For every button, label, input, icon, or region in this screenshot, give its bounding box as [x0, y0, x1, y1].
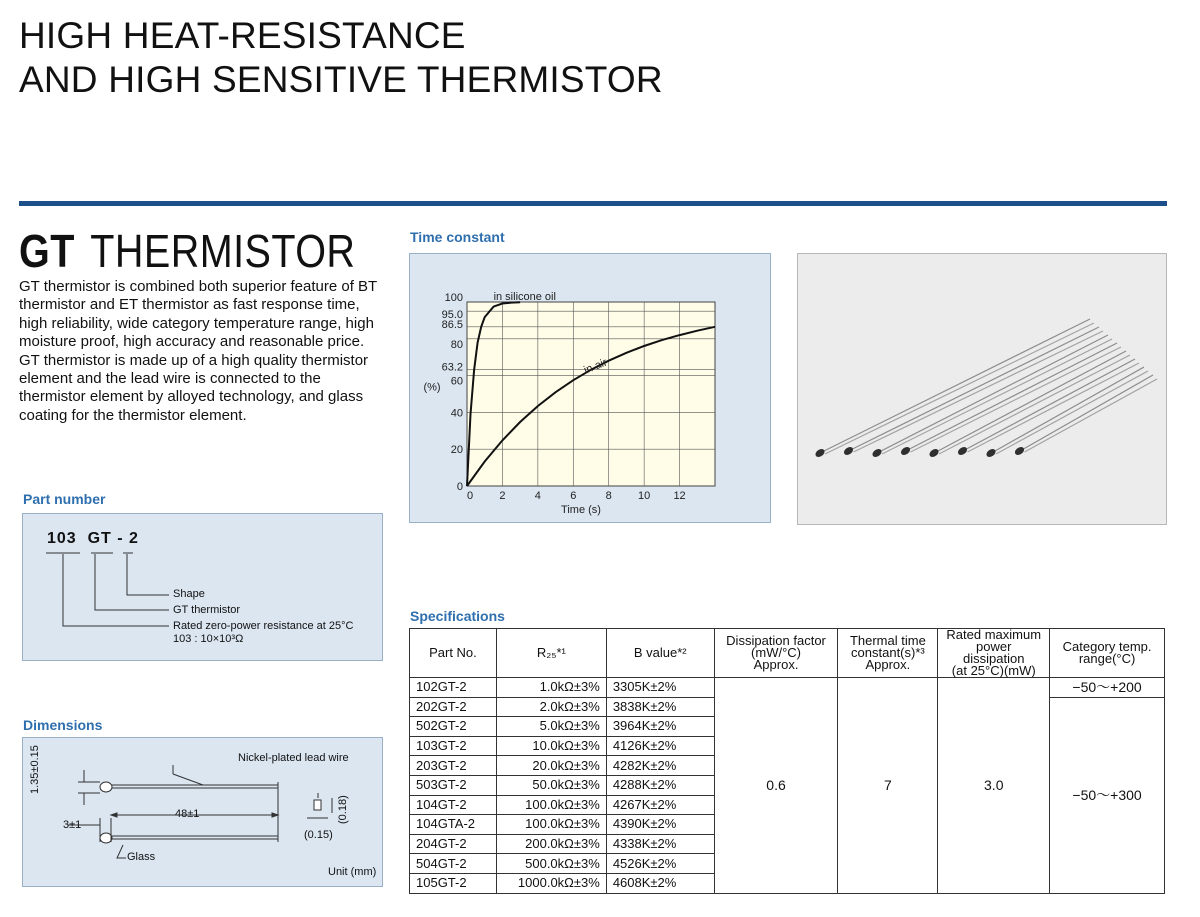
legend-rated-example: 103 : 10×10³Ω — [173, 633, 244, 645]
y-tick-label: 20 — [450, 444, 463, 457]
diameter-dim: 1.35±0.15 — [29, 745, 41, 794]
header-thermal-line: constant(s)*³ — [851, 645, 925, 660]
x-tick-label: 8 — [605, 490, 612, 502]
y-tick-label: 0 — [456, 481, 463, 493]
dimensions-label: Dimensions — [23, 717, 103, 733]
cell-b-value: 4267K±2% — [606, 795, 714, 815]
cell-b-value: 4282K±2% — [606, 756, 714, 776]
lead-wire — [911, 347, 1122, 452]
header-thermal — [838, 629, 938, 678]
x-tick-label: 4 — [534, 490, 541, 502]
plot-area — [467, 302, 715, 486]
x-tick-label: 0 — [466, 490, 474, 502]
table-row — [410, 678, 1165, 698]
header-r25: R₂₅*¹ — [496, 629, 606, 678]
header-dissipation — [714, 629, 838, 678]
offset-dim: 3±1 — [63, 819, 82, 831]
cell-thermal: 7 — [838, 678, 938, 894]
header-dissipation-line: (mW/°C) — [751, 645, 802, 660]
cell-b-value: 4608K±2% — [606, 873, 714, 893]
thermistor-bead — [985, 447, 997, 458]
page-header — [19, 14, 663, 102]
series-label-air: in air — [582, 356, 609, 377]
header-category-line: range(°C) — [1078, 651, 1136, 666]
cell-part-no: 103GT-2 — [410, 736, 497, 756]
code-resistance: 103 — [47, 530, 77, 547]
product-photo — [797, 253, 1167, 525]
cell-r25: 200.0kΩ±3% — [496, 834, 606, 854]
code-series: GT — [87, 530, 112, 547]
header-power-line: power dissipation — [963, 639, 1025, 666]
section-divider — [19, 201, 1167, 206]
thermistor-bead — [899, 445, 911, 456]
cell-power: 3.0 — [938, 678, 1050, 894]
cell-r25: 1.0kΩ±3% — [496, 678, 606, 698]
legend-shape: Shape — [173, 588, 205, 600]
product-title-bold: GT — [19, 225, 75, 277]
product-title-rest: THERMISTOR — [90, 225, 356, 277]
y-tick-label: 40 — [450, 407, 463, 420]
cell-part-no: 202GT-2 — [410, 697, 497, 717]
header-power-line: Rated maximum — [946, 627, 1042, 642]
x-tick-label: 6 — [570, 490, 577, 502]
y-tick-label: 100 — [444, 292, 463, 304]
part-number-label: Part number — [23, 491, 106, 507]
lead-wire — [910, 343, 1118, 449]
lead-wire-label: Nickel-plated lead wire — [238, 752, 349, 764]
part-number-panel — [22, 513, 383, 661]
specifications-table — [409, 628, 1165, 894]
cell-part-no: 105GT-2 — [410, 873, 497, 893]
header-category — [1050, 629, 1165, 678]
thermistor-bead — [956, 445, 968, 456]
cell-part-no: 502GT-2 — [410, 717, 497, 737]
cell-dissipation: 0.6 — [714, 678, 838, 894]
cell-r25: 100.0kΩ±3% — [496, 795, 606, 815]
thermistor-bead — [871, 447, 883, 458]
x-tick-label: 12 — [673, 490, 686, 502]
description-paragraph: GT thermistor is combined both superior feature of BT thermistor and ET thermistor as fast response time, high reliability, wide category temperature range, high moisture proof, high accuracy and reasonable price. — [19, 278, 377, 351]
cell-r25: 50.0kΩ±3% — [496, 775, 606, 795]
thermistor-bead — [842, 445, 854, 456]
thermistor-bead — [814, 447, 826, 458]
header-part-no: Part No. — [410, 629, 497, 678]
x-tick-label: 2 — [499, 490, 506, 502]
time-constant-plot — [410, 254, 770, 522]
length-dim: 48±1 — [175, 808, 200, 820]
x-axis-label: Time (s) — [561, 504, 601, 516]
cell-r25: 20.0kΩ±3% — [496, 756, 606, 776]
lead-wire — [968, 363, 1140, 452]
header-line-2: AND HIGH SENSITIVE THERMISTOR — [19, 59, 663, 100]
thermistor-bead — [928, 447, 940, 458]
header-thermal-line: Thermal time — [849, 633, 926, 648]
time-constant-label: Time constant — [410, 229, 505, 245]
product-title — [19, 224, 355, 278]
description-paragraph: GT thermistor is made up of a high quality thermistor element and the lead wire is connected to the thermistor element by alloyed technology, and glass coating for the thermistor element. — [19, 351, 369, 424]
table-header-row — [410, 629, 1165, 678]
header-dissipation-line: Approx. — [753, 657, 799, 672]
lead-wire — [825, 323, 1094, 454]
code-shape: 2 — [129, 530, 139, 547]
cell-part-no: 102GT-2 — [410, 678, 497, 698]
cell-part-no: 504GT-2 — [410, 854, 497, 874]
legend-gt: GT thermistor — [173, 604, 241, 616]
cell-b-value: 3964K±2% — [606, 717, 714, 737]
cell-category-rest: −50～+300 — [1050, 697, 1165, 893]
cell-b-value: 4338K±2% — [606, 834, 714, 854]
cell-r25: 5.0kΩ±3% — [496, 717, 606, 737]
cell-r25: 500.0kΩ±3% — [496, 854, 606, 874]
header-power — [938, 629, 1050, 678]
thermistor-bead — [1013, 445, 1025, 456]
header-thermal-line: Approx. — [865, 657, 911, 672]
cell-b-value: 4126K±2% — [606, 736, 714, 756]
lead-wire — [824, 319, 1090, 451]
x-tick-label: 10 — [638, 490, 651, 502]
y-tick-label: 80 — [450, 338, 463, 351]
code-separator: - — [117, 530, 124, 547]
unit-label: Unit (mm) — [328, 866, 377, 878]
lead-wire — [1025, 379, 1158, 452]
cell-r25: 2.0kΩ±3% — [496, 697, 606, 717]
thermistor-image — [798, 254, 1166, 524]
cell-b-value: 4526K±2% — [606, 854, 714, 874]
series-label-silicone-oil: in silicone oil — [493, 290, 556, 303]
cell-r25: 1000.0kΩ±3% — [496, 873, 606, 893]
cell-r25: 10.0kΩ±3% — [496, 736, 606, 756]
specifications-label: Specifications — [410, 608, 505, 624]
y-tick-label: 63.2 — [441, 361, 463, 374]
header-b-value: B value*² — [606, 629, 714, 678]
header-dissipation-line: Dissipation factor — [726, 633, 826, 648]
cell-b-value: 4288K±2% — [606, 775, 714, 795]
header-power-line: (at 25°C)(mW) — [951, 663, 1036, 678]
y-axis-label: (%) — [423, 381, 441, 394]
glass-label: Glass — [127, 851, 156, 863]
y-tick-label: 95.0 — [441, 309, 463, 322]
cell-part-no: 503GT-2 — [410, 775, 497, 795]
legend-rated: Rated zero-power resistance at 25°C — [173, 620, 354, 632]
cell-part-no: 104GT-2 — [410, 795, 497, 815]
header-line-1: HIGH HEAT-RESISTANCE — [19, 15, 466, 56]
time-constant-chart — [409, 253, 771, 523]
cell-part-no: 204GT-2 — [410, 834, 497, 854]
wire-width-dim: (0.15) — [304, 829, 333, 841]
cell-b-value: 4390K±2% — [606, 815, 714, 835]
product-description — [19, 278, 379, 425]
cell-part-no: 203GT-2 — [410, 756, 497, 776]
wire-height-dim: (0.18) — [337, 795, 349, 824]
header-category-line: Category temp. — [1062, 639, 1152, 654]
y-tick-label: 86.5 — [441, 318, 463, 331]
y-tick-label: 60 — [450, 375, 463, 388]
dimensions-panel — [22, 737, 383, 887]
cell-category-first: −50～+200 — [1050, 678, 1165, 698]
cell-r25: 100.0kΩ±3% — [496, 815, 606, 835]
cell-b-value: 3838K±2% — [606, 697, 714, 717]
cell-b-value: 3305K±2% — [606, 678, 714, 698]
cell-part-no: 104GTA-2 — [410, 815, 497, 835]
